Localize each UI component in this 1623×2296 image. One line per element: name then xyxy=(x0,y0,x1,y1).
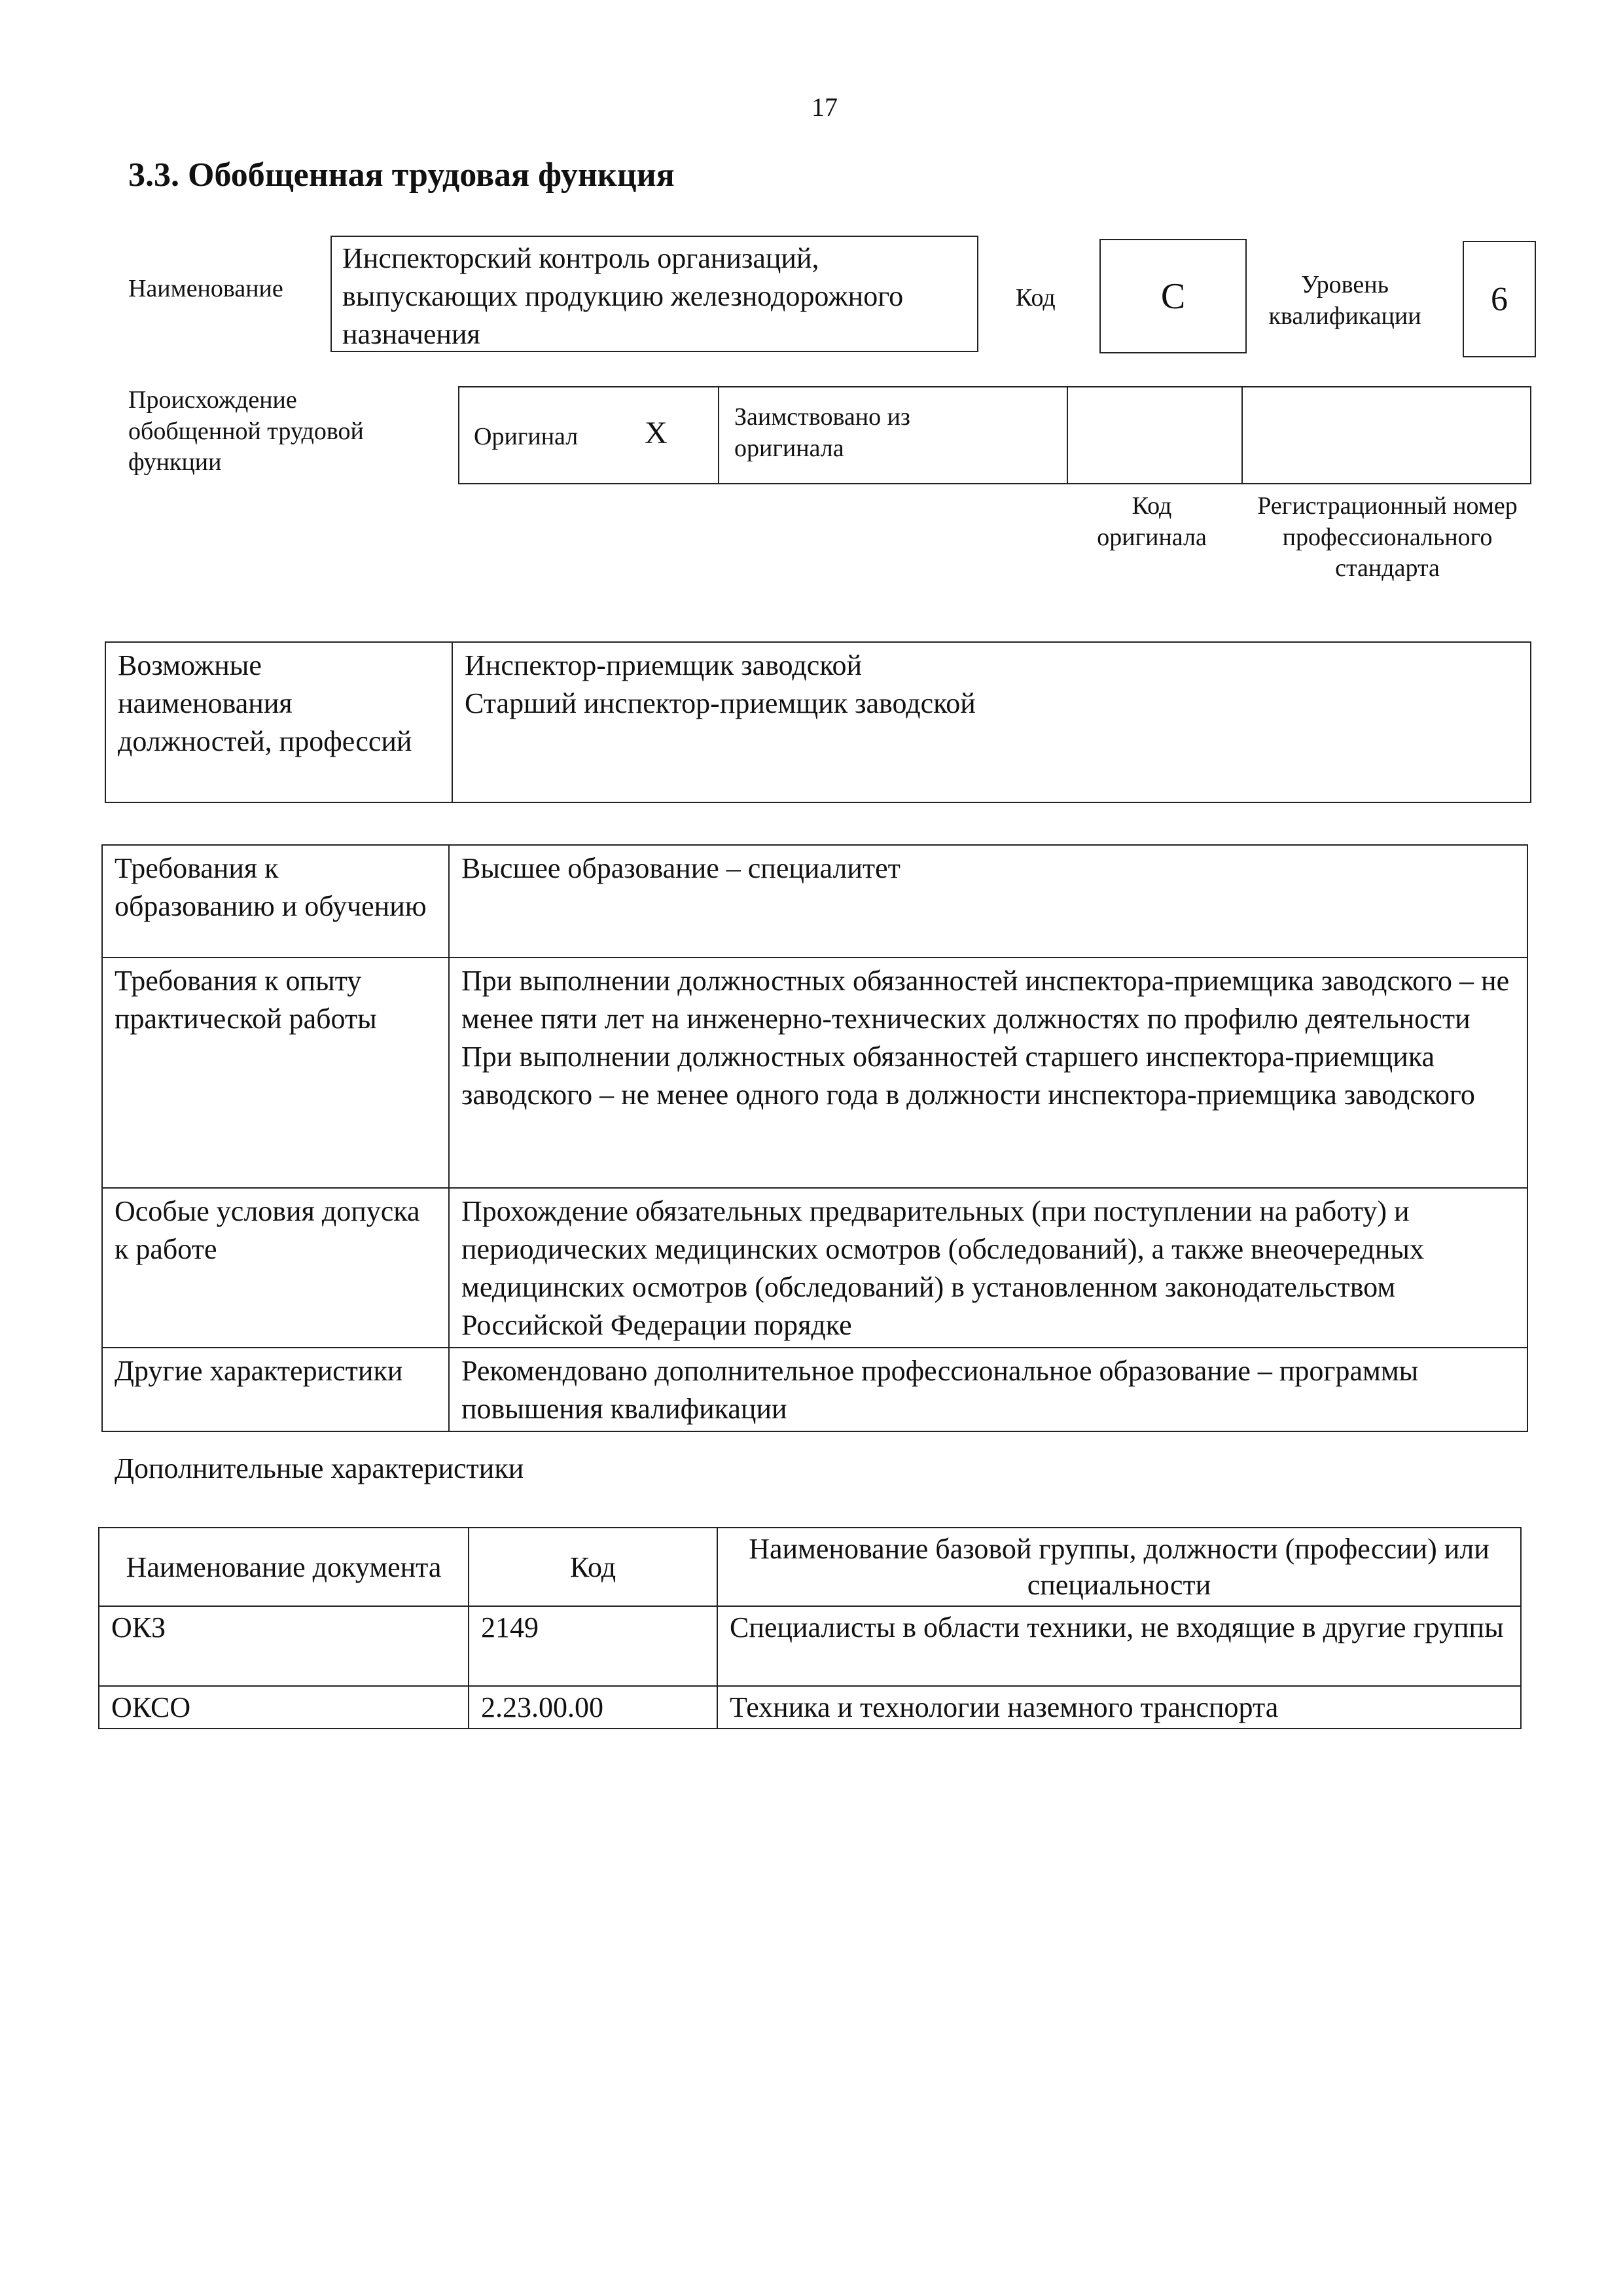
requirement-paragraph: Рекомендовано дополнительное профессиональное образование – программы повышения квалификации xyxy=(461,1355,1419,1426)
table-row xyxy=(99,1606,1521,1686)
registration-caption: Регистрационный номер профессионального стандарта xyxy=(1257,492,1518,582)
additional-header-row xyxy=(99,1528,1521,1606)
row-group: Специалисты в области техники, не входящие в другие группы xyxy=(717,1606,1521,1686)
level-value-box xyxy=(1463,241,1536,357)
additional-title: Дополнительные характеристики xyxy=(115,1452,524,1484)
requirement-row xyxy=(102,1348,1527,1431)
origin-divider xyxy=(1241,387,1243,483)
requirement-label: Другие характеристики xyxy=(102,1348,449,1431)
row-document: ОКСО xyxy=(99,1686,469,1729)
column-header-group: Наименование базовой группы, должности (профессии) или специальности xyxy=(717,1528,1521,1606)
original-label: Оригинал xyxy=(474,423,579,450)
page-number: 17 xyxy=(812,92,838,122)
position-item: Старший инспектор-приемщик заводской xyxy=(465,687,976,720)
requirement-row xyxy=(102,845,1527,958)
level-value: 6 xyxy=(1491,280,1508,318)
table-row xyxy=(99,1686,1521,1729)
requirement-row xyxy=(102,958,1527,1188)
borrowed-label: Заимствовано из оригинала xyxy=(734,403,910,462)
requirement-label: Особые условия допуска к работе xyxy=(102,1188,449,1348)
positions-table xyxy=(105,641,1531,803)
requirement-value xyxy=(449,1188,1527,1348)
requirement-value xyxy=(449,1348,1527,1431)
positions-row xyxy=(105,642,1531,802)
row-code: 2.23.00.00 xyxy=(469,1686,717,1729)
requirement-paragraph: Прохождение обязательных предварительных (при поступлении на работу) и периодических медицинских осмотров (обследований), а также внеочередных медицинских осмотров (обследований) в установленном законодательством Российской Федерации порядке xyxy=(461,1195,1424,1342)
original-code-caption: Код оригинала xyxy=(1097,492,1207,551)
section-title: 3.3. Обобщенная трудовая функция xyxy=(128,156,675,194)
requirement-paragraph: При выполнении должностных обязанностей инспектора-приемщика заводского – не менее пяти лет на инженерно-технических должностях по профилю деятельности xyxy=(461,965,1510,1035)
name-value-box xyxy=(330,236,978,352)
name-label: Наименование xyxy=(128,275,283,302)
level-label: Уровень квалификации xyxy=(1268,271,1421,330)
row-group: Техника и технологии наземного транспорта xyxy=(717,1686,1521,1729)
column-header-code: Код xyxy=(469,1528,717,1606)
positions-values xyxy=(452,642,1531,802)
requirement-paragraph: При выполнении должностных обязанностей старшего инспектора-приемщика заводского – не менее одного года в должности инспектора-приемщика заводского xyxy=(461,1041,1475,1111)
requirements-table xyxy=(101,844,1528,1432)
row-document: ОКЗ xyxy=(99,1606,469,1686)
name-value: Инспекторский контроль организаций, выпускающих продукцию железнодорожного назначения xyxy=(342,242,904,351)
additional-table xyxy=(98,1527,1522,1729)
requirement-paragraph: Высшее образование – специалитет xyxy=(461,852,901,884)
origin-table xyxy=(458,386,1531,484)
code-value-box xyxy=(1099,239,1247,353)
positions-label: Возможные наименования должностей, профессий xyxy=(105,642,452,802)
requirement-value xyxy=(449,958,1527,1188)
requirement-value xyxy=(449,845,1527,958)
requirement-row xyxy=(102,1188,1527,1348)
origin-divider xyxy=(1067,387,1068,483)
original-mark: X xyxy=(645,416,668,450)
requirement-label: Требования к образованию и обучению xyxy=(102,845,449,958)
column-header-document: Наименование документа xyxy=(99,1528,469,1606)
code-value: C xyxy=(1160,276,1186,317)
origin-divider xyxy=(718,387,719,483)
requirement-label: Требования к опыту практической работы xyxy=(102,958,449,1188)
position-item: Инспектор-приемщик заводской xyxy=(465,649,863,681)
code-label: Код xyxy=(1016,284,1056,312)
origin-label: Происхождение обобщенной трудовой функции xyxy=(128,386,364,476)
row-code: 2149 xyxy=(469,1606,717,1686)
